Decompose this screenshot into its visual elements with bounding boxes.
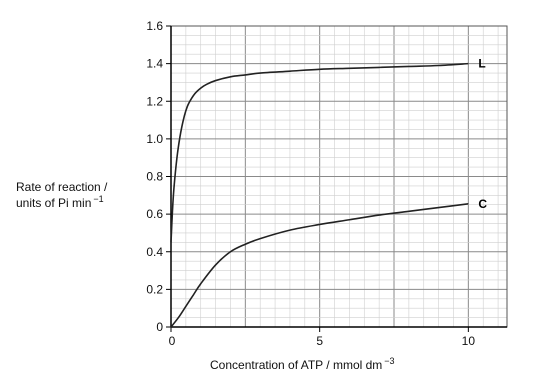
chart-grid [171, 26, 507, 327]
y-tick-label: 1.2 [146, 94, 163, 109]
x-axis-label [210, 356, 395, 372]
series-label-c: C [478, 196, 488, 211]
x-tick-label: 5 [316, 334, 324, 348]
y-tick-label: 0.4 [146, 244, 163, 259]
chart-labels [16, 180, 395, 372]
y-tick-label: 0.6 [146, 207, 163, 222]
y-axis-label-line1: Rate of reaction / [16, 180, 108, 194]
y-tick-label: 0.2 [146, 282, 163, 297]
x-axis-label-superscript: −3 [384, 356, 395, 366]
y-tick-label: 1.6 [146, 19, 163, 33]
y-tick-label: 0 [156, 320, 163, 334]
y-axis-label-line2 [16, 194, 104, 210]
y-tick-label: 1.0 [146, 131, 163, 146]
x-axis-label-text: Concentration of ATP / mmol dm [210, 358, 383, 372]
y-tick-label: 0.8 [146, 169, 163, 184]
y-tick-label: 1.4 [146, 56, 163, 71]
x-tick-label: 10 [461, 334, 476, 348]
chart-series [171, 57, 487, 327]
y-axis-label-superscript: −1 [93, 194, 104, 204]
y-axis-label-text: units of Pi min [16, 196, 92, 210]
series-label-l: L [478, 56, 486, 71]
x-tick-label: 0 [168, 334, 176, 348]
